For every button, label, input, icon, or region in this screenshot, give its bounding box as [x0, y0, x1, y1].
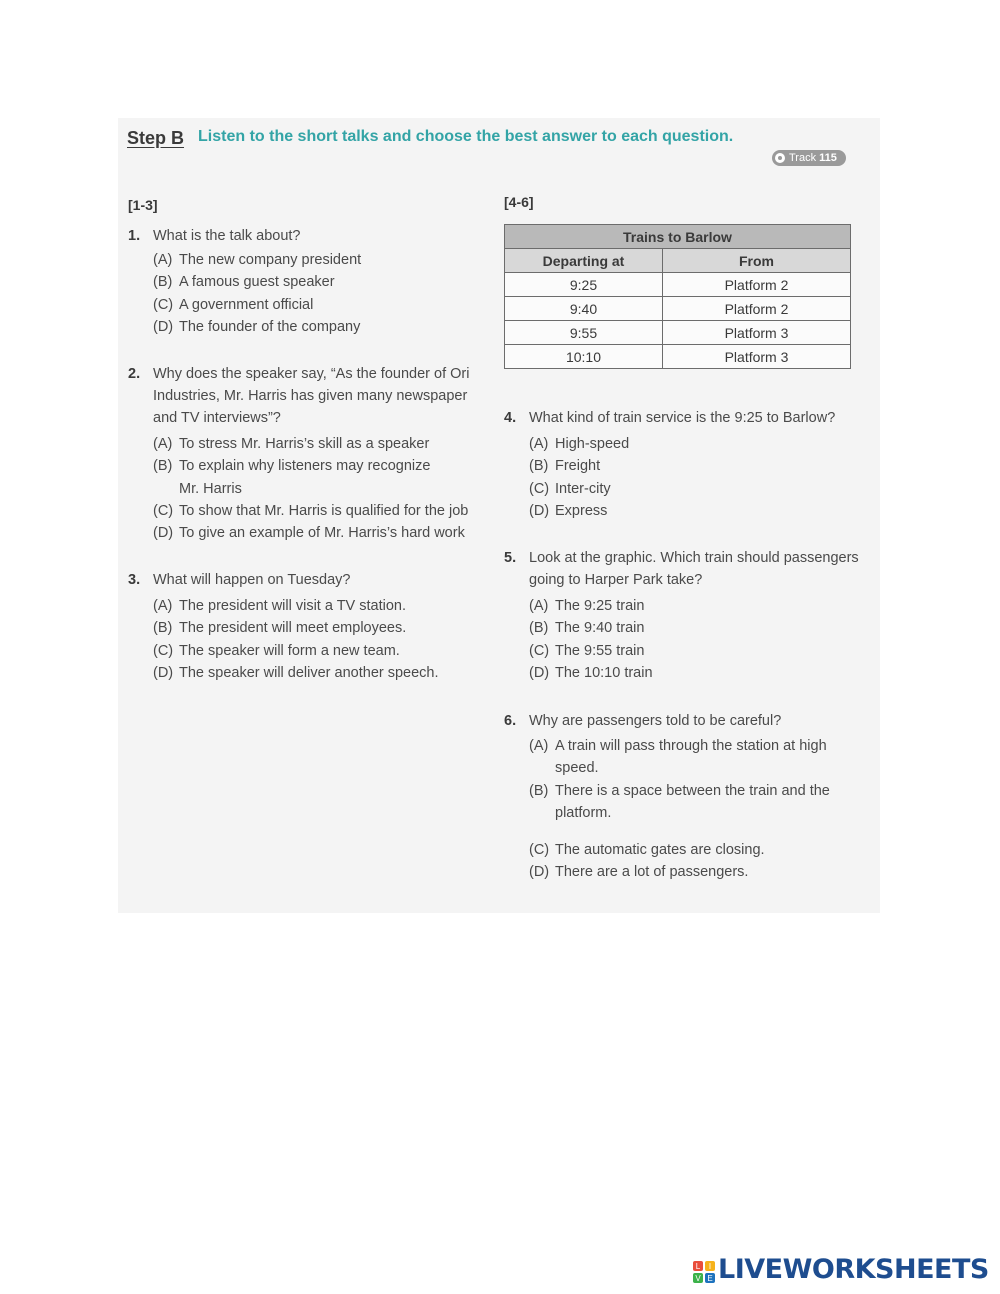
option-c[interactable]	[529, 640, 653, 662]
option-c[interactable]	[153, 640, 439, 662]
table-row	[505, 321, 851, 345]
brand-wordmark: LIVEWORKSHEETS	[718, 1253, 989, 1285]
option-text: The speaker will form a new team.	[179, 642, 400, 659]
option-text: The president will meet employees.	[179, 620, 407, 637]
option-text-line: Mr. Harris	[179, 480, 242, 497]
svg-text:V: V	[695, 1274, 701, 1283]
option-letter: (D)	[153, 525, 174, 542]
option-text-line: speed.	[555, 760, 599, 777]
option-text: A famous guest speaker	[179, 274, 335, 291]
option-a[interactable]	[153, 249, 361, 271]
table-cell: 9:40	[505, 297, 663, 321]
option-a[interactable]	[529, 595, 653, 617]
step-instruction: Listen to the short talks and choose the best answer to each question.	[198, 128, 734, 145]
table-cell: 9:25	[505, 273, 663, 297]
option-letter: (B)	[153, 620, 173, 637]
question-number: 5.	[504, 550, 517, 566]
audio-disc-icon	[775, 153, 785, 163]
table-cell: Platform 3	[663, 345, 851, 369]
option-letter: (C)	[529, 642, 550, 659]
option-text: To show that Mr. Harris is qualified for the job	[179, 502, 469, 519]
question-text-line: Why does the speaker say, “As the founder of Ori	[153, 366, 470, 382]
track-prefix: Track	[789, 152, 817, 164]
option-text: The 10:10 train	[555, 664, 653, 681]
table-row	[505, 273, 851, 297]
table-caption: Trains to Barlow	[505, 225, 851, 249]
table-row	[505, 297, 851, 321]
option-d[interactable]	[529, 861, 874, 883]
question-number: 3.	[128, 572, 141, 588]
question-text-line: and TV interviews”?	[153, 410, 281, 426]
option-d[interactable]	[529, 500, 629, 522]
group-label-left: [1-3]	[128, 197, 158, 213]
option-letter: (B)	[529, 782, 549, 799]
question-number: 4.	[504, 410, 517, 426]
option-letter: (D)	[529, 502, 550, 519]
question-number: 1.	[128, 228, 141, 244]
option-text-line: To explain why listeners may recognize	[179, 458, 431, 475]
option-b[interactable]	[529, 780, 874, 825]
option-text: Inter-city	[555, 480, 611, 497]
option-b[interactable]	[153, 455, 498, 500]
option-letter: (A)	[529, 738, 549, 754]
option-text: The president will visit a TV station.	[179, 598, 406, 614]
option-text: The founder of the company	[179, 318, 361, 335]
option-letter: (B)	[153, 458, 173, 475]
logo-tile	[705, 1270, 715, 1283]
option-letter: (B)	[153, 274, 173, 291]
table-row	[505, 345, 851, 369]
option-letter: (A)	[153, 252, 173, 268]
svg-text:E: E	[707, 1274, 713, 1283]
group-label-right: [4-6]	[504, 194, 534, 210]
option-text-line: platform.	[555, 804, 612, 821]
table-header: From	[663, 249, 851, 273]
table-cell: 9:55	[505, 321, 663, 345]
question-text	[529, 547, 874, 591]
option-text: There are a lot of passengers.	[555, 864, 749, 881]
table-cell: Platform 2	[663, 273, 851, 297]
question-number: 6.	[504, 713, 517, 729]
option-text: The new company president	[179, 252, 362, 268]
option-text: The 9:40 train	[555, 620, 645, 637]
option-text: To stress Mr. Harris’s skill as a speaker	[179, 436, 430, 452]
option-c[interactable]	[153, 294, 361, 316]
option-c[interactable]	[529, 839, 874, 861]
option-c[interactable]	[153, 500, 498, 522]
option-a[interactable]	[529, 735, 874, 780]
option-a[interactable]	[153, 433, 498, 455]
svg-text:I: I	[708, 1262, 712, 1271]
option-letter: (D)	[529, 864, 550, 881]
option-letter: (A)	[153, 598, 173, 614]
option-text-line: A train will pass through the station at high	[555, 738, 827, 754]
option-letter: (D)	[153, 664, 174, 681]
question-text: What kind of train service is the 9:25 to Barlow?	[529, 410, 836, 426]
option-text: To give an example of Mr. Harris’s hard work	[179, 525, 465, 542]
option-letter: (B)	[529, 620, 549, 637]
table-header: Departing at	[505, 249, 663, 273]
option-text: The automatic gates are closing.	[555, 842, 765, 859]
option-a[interactable]	[153, 595, 439, 617]
option-letter: (D)	[153, 318, 174, 335]
option-text: Express	[555, 502, 608, 519]
logo-tile	[705, 1258, 715, 1271]
option-letter: (C)	[529, 842, 550, 859]
option-text: A government official	[179, 296, 314, 313]
option-text: The speaker will deliver another speech.	[179, 664, 439, 681]
option-text-line: There is a space between the train and the	[555, 782, 830, 799]
option-d[interactable]	[153, 522, 498, 544]
option-letter: (C)	[153, 502, 174, 519]
question-text	[153, 363, 498, 429]
option-c[interactable]	[529, 478, 629, 500]
option-b[interactable]	[153, 617, 439, 639]
svg-text:L: L	[695, 1262, 701, 1271]
question-text: What will happen on Tuesday?	[153, 572, 351, 588]
option-letter: (A)	[153, 436, 173, 452]
option-d[interactable]	[529, 662, 653, 684]
track-badge[interactable]	[772, 150, 846, 166]
question-text: What is the talk about?	[153, 228, 301, 244]
trains-table	[504, 224, 851, 369]
question-number: 2.	[128, 366, 141, 382]
option-letter: (A)	[529, 598, 549, 614]
option-b[interactable]	[529, 455, 629, 477]
question-text-line: going to Harper Park take?	[529, 572, 703, 588]
option-text: The 9:55 train	[555, 642, 645, 659]
option-d[interactable]	[153, 316, 361, 338]
logo-grid-icon	[693, 1258, 715, 1283]
option-a[interactable]	[529, 433, 629, 455]
option-letter: (C)	[529, 480, 550, 497]
option-letter: (B)	[529, 458, 549, 475]
option-b[interactable]	[529, 617, 653, 639]
option-d[interactable]	[153, 662, 439, 684]
option-b[interactable]	[153, 271, 361, 293]
option-text: Freight	[555, 458, 601, 475]
question-text-line: Industries, Mr. Harris has given many newspaper	[153, 388, 468, 404]
step-label: Step B	[127, 128, 185, 148]
table-cell: Platform 2	[663, 297, 851, 321]
question-text-line: Look at the graphic. Which train should passengers	[529, 550, 859, 566]
liveworksheets-logo[interactable]	[693, 1254, 989, 1284]
question-text: Why are passengers told to be careful?	[529, 713, 782, 729]
option-letter: (D)	[529, 664, 550, 681]
table-cell: 10:10	[505, 345, 663, 369]
logo-tile	[693, 1258, 703, 1271]
option-text: High-speed	[555, 436, 630, 452]
logo-tile	[693, 1270, 703, 1283]
track-number: 115	[819, 152, 837, 164]
option-text: The 9:25 train	[555, 598, 645, 614]
table-cell: Platform 3	[663, 321, 851, 345]
option-letter: (C)	[153, 296, 174, 313]
option-letter: (C)	[153, 642, 174, 659]
option-letter: (A)	[529, 436, 549, 452]
